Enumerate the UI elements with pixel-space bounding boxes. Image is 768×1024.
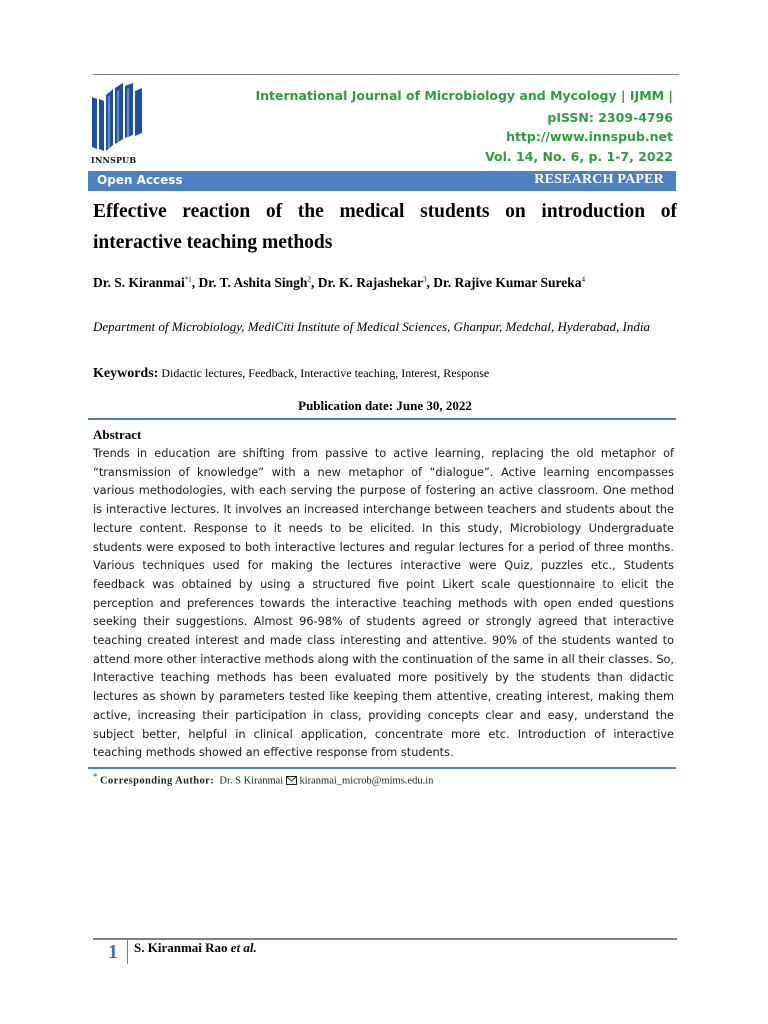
author-name: Dr. Rajive Kumar Sureka bbox=[433, 275, 582, 290]
running-author bbox=[134, 940, 257, 956]
page-number: 1 bbox=[108, 941, 118, 963]
author-affil-marker: 4 bbox=[581, 275, 585, 284]
corresponding-mark: * bbox=[93, 771, 98, 781]
abstract-text: Trends in education are shifting from passive to active learning, replacing the old metaphor of “transmission of knowledge” with a new metaphor of “dialogue”. Active learning encompasses various methodologies, with each serving the purpose of fostering an active classroom. One method is interactive lectures. It involves an increased interchange between teachers and students about the lecture content. Response to it needs to be elicited. In this study, Microbiology Undergraduate students were exposed to both interactive lectures and regular lectures for a period of three months. Various techniques used for making the lectures interactive were Quiz, puzzles etc., Students feedback was obtained by using a structured five point Likert scale questionnaire to elicit the perception and preferences towards the interactive teaching methods with open ended questions seeking their suggestions. Almost 96-98% of students agreed or strongly agreed that interactive teaching created interest and made class interesting and attentive. 90% of the students wanted to attend more other interactive methods along with the continuation of the same in all their classes. So, Interactive teaching methods has been evaluated more positively by the students than didactic lectures as shown by parameters tested like keeping them attentive, creating interest, making them active, increasing their participation in class, providing concepts clear and easy, understand the subject better, helpful in clinical application, concentrate more etc. Introduction of interactive teaching methods showed an effective response from students. bbox=[93, 447, 674, 760]
running-author-etal: et al. bbox=[230, 940, 257, 955]
author-name: Dr. K. Rajashekar bbox=[317, 275, 423, 290]
corresponding-name: Dr. S Kiranmai bbox=[219, 775, 284, 787]
logo-text: INNSPUB bbox=[91, 155, 137, 165]
author-affiliation: Department of Microbiology, MediCiti Institute of Medical Sciences, Ghanpur, Medchal, Hyderabad, India bbox=[93, 319, 650, 334]
author-list: Dr. S. Kiranmai$^{*1}$, Dr. T. Ashita Singh$^2$, Dr. K. Rajashekar$^3$, Dr. Rajive Kumar Sureka$^4$ bbox=[93, 275, 585, 290]
author-affil-marker: *1 bbox=[184, 275, 192, 284]
open-access-label: Open Access bbox=[97, 173, 183, 187]
corresponding-label: Corresponding Author: bbox=[100, 775, 215, 787]
running-author-name: S. Kiranmai Rao bbox=[134, 940, 228, 955]
corresponding-author bbox=[93, 771, 433, 787]
header-top-rule bbox=[93, 74, 679, 75]
article-banner bbox=[88, 171, 676, 191]
journal-url[interactable]: http://www.innspub.net bbox=[506, 129, 673, 144]
publication-date: Publication date: June 30, 2022 bbox=[298, 398, 472, 413]
keywords bbox=[93, 366, 489, 382]
paper-type-label: RESEARCH PAPER bbox=[534, 172, 664, 187]
journal-volume: Vol. 14, No. 6, p. 1-7, 2022 bbox=[485, 149, 673, 164]
keywords-label: Keywords: bbox=[93, 366, 159, 381]
author-name: Dr. S. Kiranmai bbox=[93, 275, 185, 290]
abstract-top-rule bbox=[88, 418, 676, 420]
innspub-logo-icon bbox=[88, 83, 148, 165]
paper-title: Effective reaction of the medical students on introduction of interactive teaching methods bbox=[93, 201, 677, 253]
journal-name: International Journal of Microbiology and Mycology | IJMM | bbox=[255, 88, 673, 103]
author-name: Dr. T. Ashita Singh bbox=[198, 275, 308, 290]
abstract-heading: Abstract bbox=[93, 427, 142, 442]
journal-pissn: pISSN: 2309-4796 bbox=[547, 110, 673, 125]
author-affil-marker: 2 bbox=[307, 275, 311, 284]
abstract-bottom-rule bbox=[88, 767, 676, 769]
author-affil-marker: 3 bbox=[422, 275, 427, 284]
corresponding-email[interactable]: kiranmai_microb@mims.edu.in bbox=[299, 775, 434, 787]
keywords-text: Didactic lectures, Feedback, Interactive teaching, Interest, Response bbox=[161, 366, 490, 380]
envelope-icon bbox=[286, 776, 297, 785]
footer-divider bbox=[127, 938, 128, 964]
